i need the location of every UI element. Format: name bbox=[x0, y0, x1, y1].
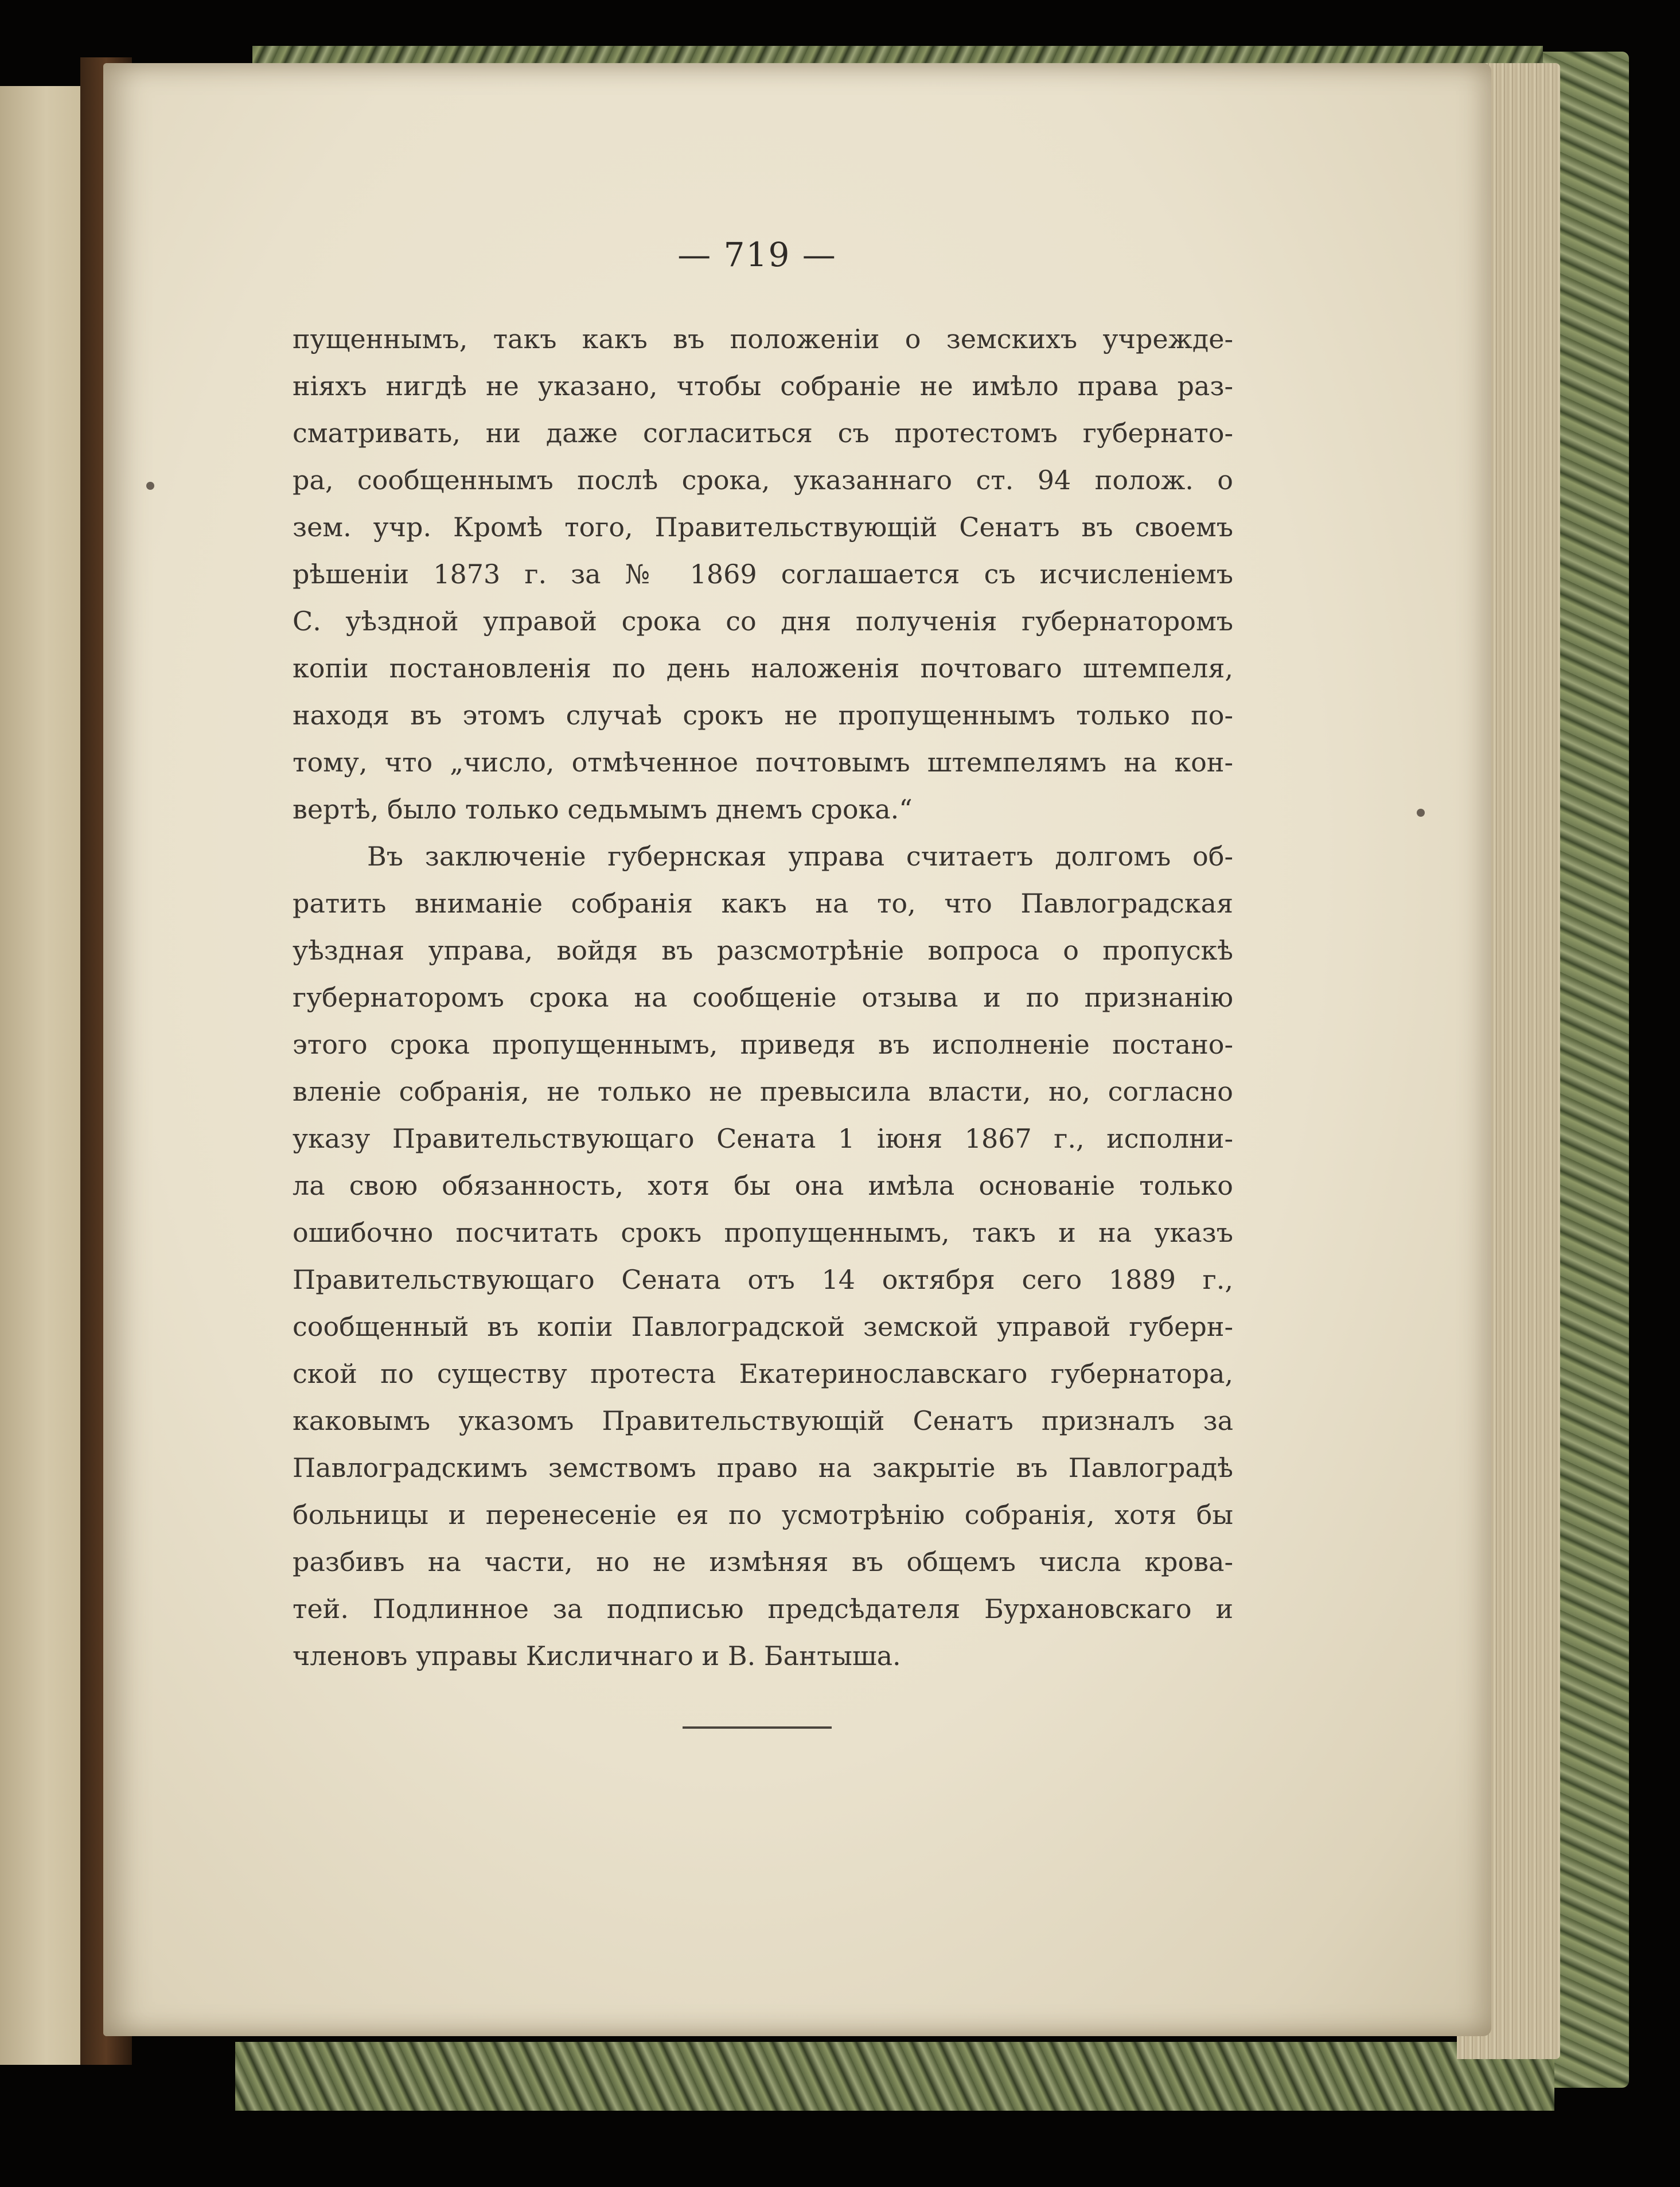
text-line: Правительствующаго Сената отъ 14 октября сего 1889 г., bbox=[293, 1264, 1233, 1295]
text-line: тей. Подлинное за подписью предсѣдателя Бурхановскаго и bbox=[293, 1593, 1233, 1624]
text-line: тому, что „число, отмѣченное почтовымъ штемпелямъ на кон- bbox=[293, 747, 1233, 778]
text-line: вленіе собранія, не только не превысила власти, но, согласно bbox=[293, 1076, 1233, 1107]
text-line: губернаторомъ срока на сообщеніе отзыва и по признанію bbox=[293, 982, 1233, 1013]
text-line: ніяхъ нигдѣ не указано, чтобы собраніе не имѣло права раз- bbox=[293, 371, 1233, 401]
text-line: зем. учр. Кромѣ того, Правительствующій Сенатъ въ своемъ bbox=[293, 512, 1233, 543]
text-line: находя въ этомъ случаѣ срокъ не пропущеннымъ только по- bbox=[293, 700, 1233, 731]
text-line: каковымъ указомъ Правительствующій Сенатъ призналъ за bbox=[293, 1405, 1233, 1436]
text-line: больницы и перенесеніе ея по усмотрѣнію собранія, хотя бы bbox=[293, 1499, 1233, 1530]
end-rule bbox=[683, 1726, 832, 1729]
text-line: сообщенный въ копіи Павлоградской земской управой губерн- bbox=[293, 1311, 1233, 1342]
text-line: ра, сообщеннымъ послѣ срока, указаннаго ст. 94 полож. о bbox=[293, 465, 1233, 496]
text-line: копіи постановленія по день наложенія почтоваго штемпеля, bbox=[293, 653, 1233, 684]
marbled-cover-bottom bbox=[235, 2042, 1554, 2111]
text-line: рѣшеніи 1873 г. за № 1869 соглашается съ исчисленіемъ bbox=[293, 559, 1233, 590]
text-line: ла свою обязанность, хотя бы она имѣла основаніе только bbox=[293, 1170, 1233, 1201]
text-line: уѣздная управа, войдя въ разсмотрѣніе вопроса о пропускѣ bbox=[293, 935, 1233, 966]
text-line: членовъ управы Кисличнаго и В. Бантыша. bbox=[293, 1640, 901, 1671]
body-text bbox=[293, 315, 1233, 1679]
text-line: ратить вниманіе собранія какъ на то, что Павлоградская bbox=[293, 888, 1233, 919]
text-line: ошибочно посчитать срокъ пропущеннымъ, такъ и на указъ bbox=[293, 1217, 1233, 1248]
margin-dot-left bbox=[146, 482, 154, 490]
text-line: разбивъ на части, но не измѣняя въ общемъ числа крова- bbox=[293, 1546, 1233, 1577]
text-line: Въ заключеніе губернская управа считаетъ долгомъ об- bbox=[367, 841, 1233, 872]
text-line: этого срока пропущеннымъ, приведя въ исполненіе постано- bbox=[293, 1029, 1233, 1060]
text-line: вертѣ, было только седьмымъ днемъ срока.“ bbox=[293, 794, 913, 825]
text-line: указу Правительствующаго Сената 1 іюня 1867 г., исполни- bbox=[293, 1123, 1233, 1154]
text-line: сматривать, ни даже согласиться съ протестомъ губернато- bbox=[293, 418, 1233, 449]
text-line: С. уѣздной управой срока со дня полученія губернаторомъ bbox=[293, 606, 1233, 637]
page-number: — 719 — bbox=[677, 235, 837, 274]
text-line: ской по существу протеста Екатеринославскаго губернатора, bbox=[293, 1358, 1233, 1389]
text-line: пущеннымъ, такъ какъ въ положеніи о земскихъ учрежде- bbox=[293, 323, 1233, 354]
margin-dot-right bbox=[1417, 809, 1425, 817]
book-page bbox=[103, 63, 1491, 2036]
text-line: Павлоградскимъ земствомъ право на закрытіе въ Павлоградѣ bbox=[293, 1452, 1233, 1483]
